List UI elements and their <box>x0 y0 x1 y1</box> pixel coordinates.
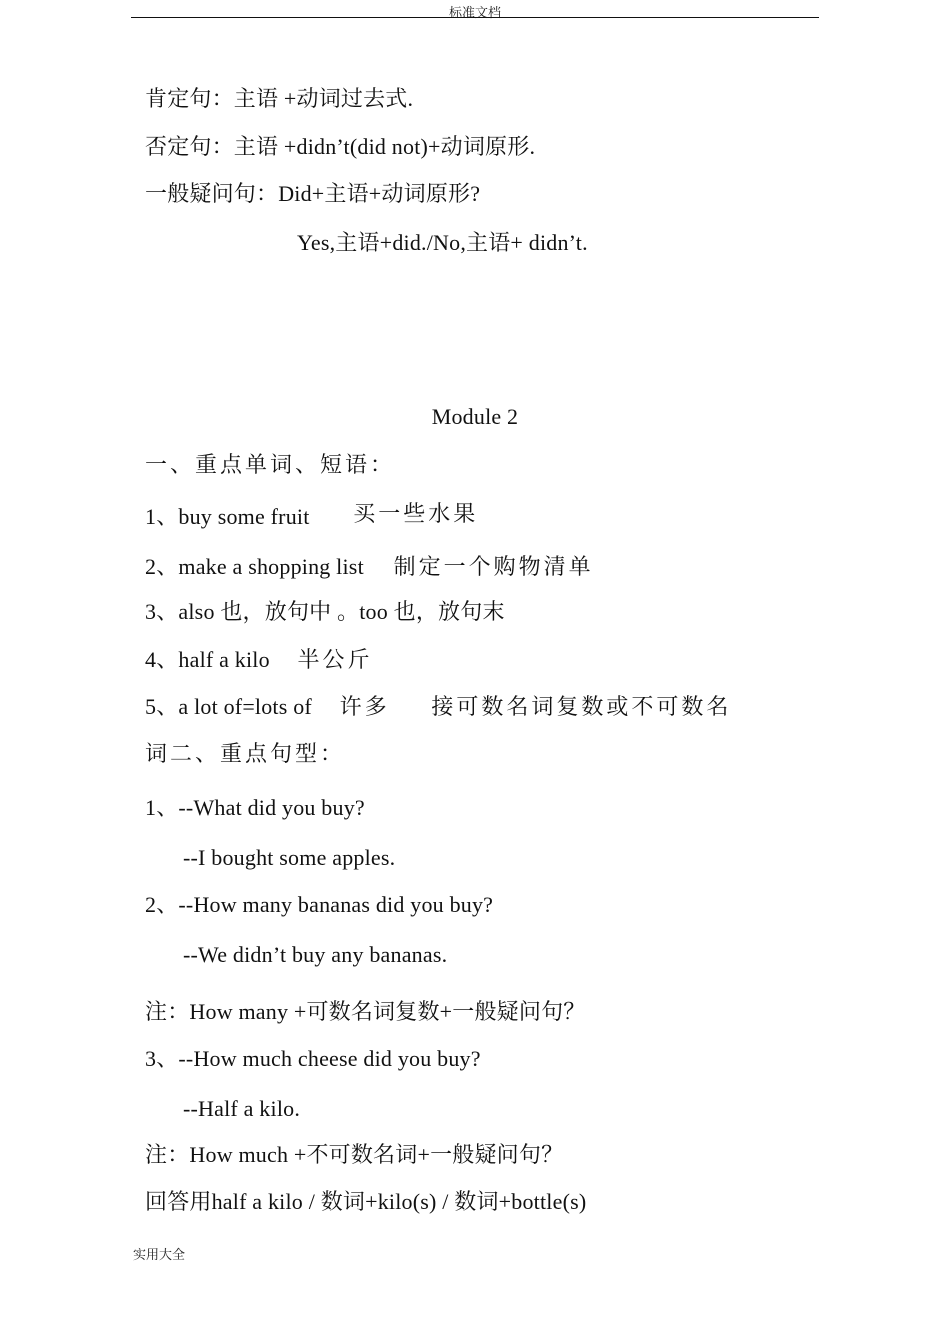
module-title: Module 2 <box>431 404 519 429</box>
vocab-english: 4、half a kilo <box>145 647 270 672</box>
page-header: 标准文档 <box>448 5 501 20</box>
vocab-english: 1、buy some fruit <box>145 504 310 529</box>
sentence-answer: --We didn’t buy any bananas. <box>183 942 448 967</box>
sentence-question: 2、--How many bananas did you buy? <box>145 892 494 917</box>
page-footer: 实用大全 <box>133 1247 186 1262</box>
vocab-chinese: 半公斤 <box>297 647 373 672</box>
vocab-item <box>145 646 373 674</box>
vocab-item <box>145 503 478 531</box>
section-heading-vocab: 一、重点单词、短语： <box>145 452 396 477</box>
vocab-english: 3、also 也，放句中 。too 也，放句末 <box>145 599 505 624</box>
grammar-note: 注：How many +可数名词复数+一般疑问句？ <box>145 999 586 1024</box>
sentence-answer: --Half a kilo. <box>183 1096 301 1121</box>
vocab-item <box>145 693 731 721</box>
sentence-question: 3、--How much cheese did you buy? <box>145 1046 481 1071</box>
vocab-chinese: 许多 <box>339 694 390 719</box>
sentence-answer: --I bought some apples. <box>183 845 396 870</box>
vocab-chinese: 买一些水果 <box>353 501 479 526</box>
question-rule: 一般疑问句：Did+主语+动词原形? <box>145 181 481 206</box>
vocab-item <box>145 553 594 581</box>
answer-rule: Yes,主语+did./No,主语+ didn’t. <box>297 230 588 255</box>
vocab-english: 5、a lot of=lots of <box>145 694 312 719</box>
answer-forms: 回答用half a kilo / 数词+kilo(s) / 数词+bottle(s) <box>145 1189 587 1214</box>
section-heading-sentences: 词二、重点句型： <box>145 741 346 766</box>
header-divider <box>131 17 819 18</box>
vocab-item <box>145 598 505 626</box>
affirmative-rule: 肯定句：主语 +动词过去式. <box>145 86 414 111</box>
negative-rule: 否定句：主语 +didn’t(did not)+动词原形. <box>145 134 536 159</box>
vocab-chinese: 制定一个购物清单 <box>393 554 594 579</box>
sentence-question: 1、--What did you buy? <box>145 795 365 820</box>
vocab-note: 接可数名词复数或不可数名 <box>431 694 732 719</box>
grammar-note: 注：How much +不可数名词+一般疑问句？ <box>145 1142 564 1167</box>
vocab-english: 2、make a shopping list <box>145 554 364 579</box>
